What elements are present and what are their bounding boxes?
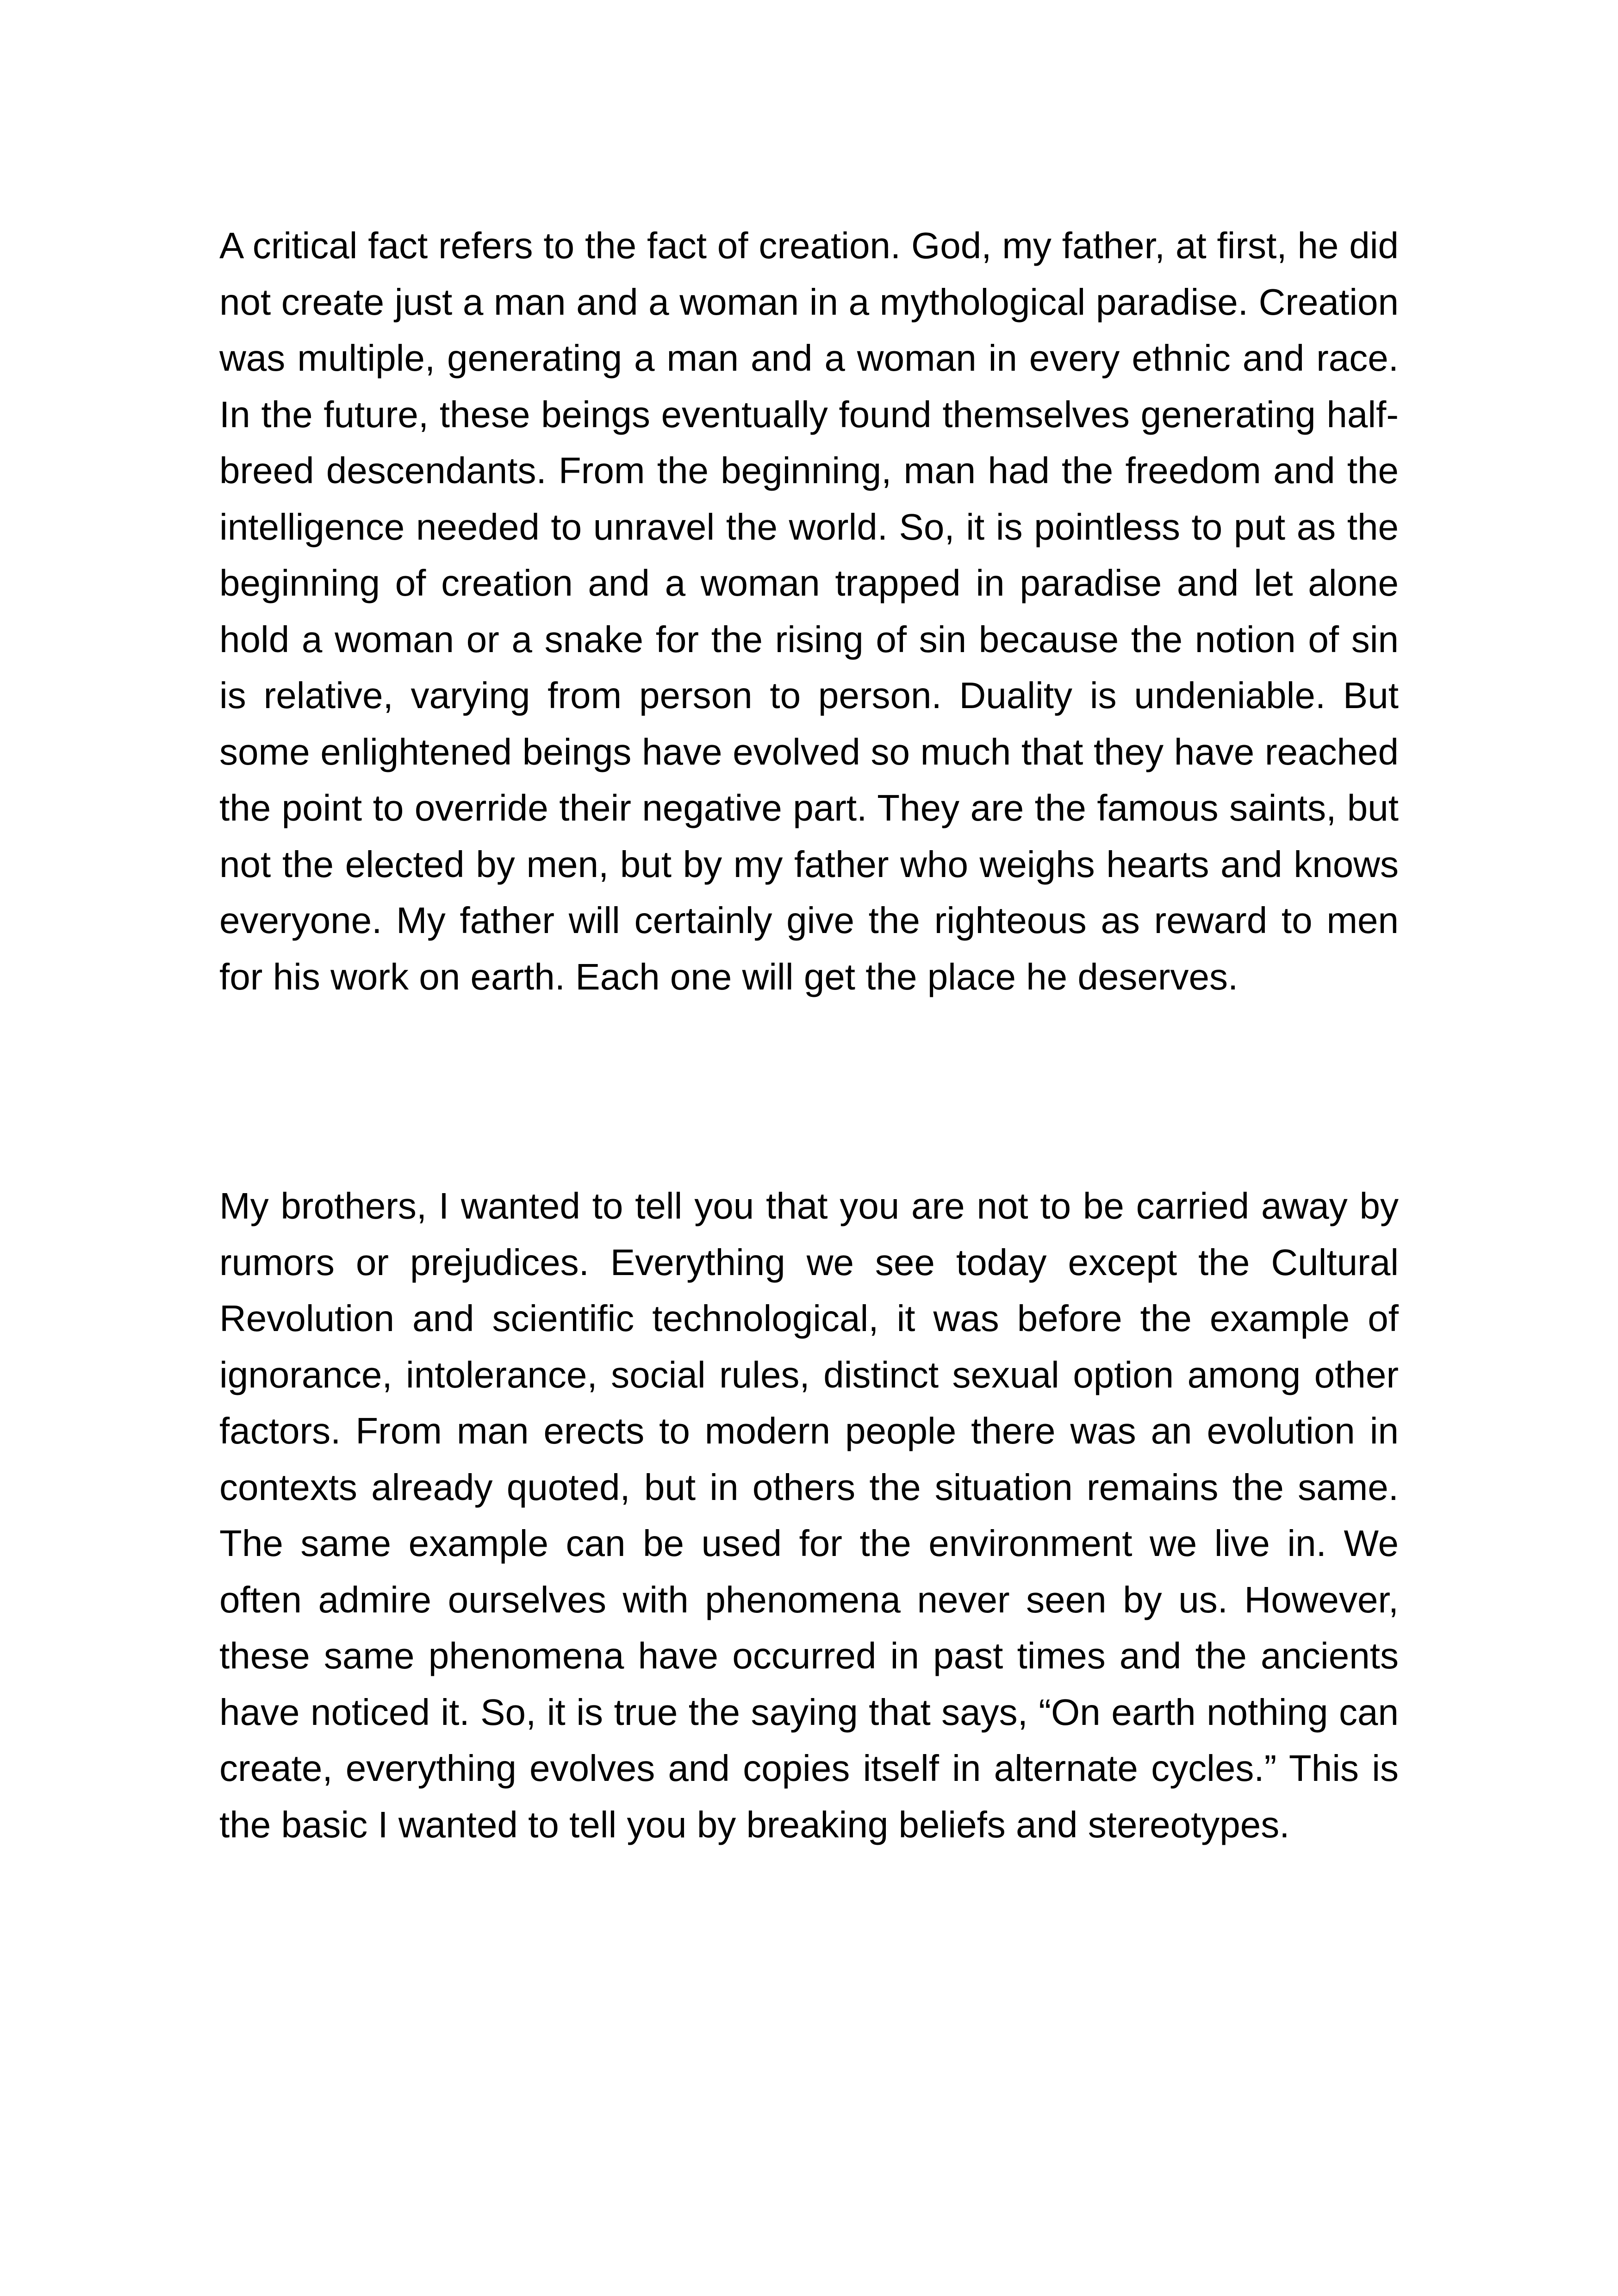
paragraph-brothers: My brothers, I wanted to tell you that you are not to be carried away by rumors or prejudices. Everything we see today except the Cultural Revolution and scientific technological, it was before the example of ignorance, intolerance, social rules, distinct sexual option among other factors. From man erects to modern people there was an evolution in contexts already quoted, but in others the situation remains the same. The same example can be used for the environment we live in. We often admire ourselves with phenomena never seen by us. However, these same phenomena have occurred in past times and the ancients have noticed it. So, it is true the saying that says, “On earth nothing can create, everything evolves and copies itself in alternate cycles.” This is the basic I wanted to tell you by breaking beliefs and stereotypes. bbox=[219, 1185, 1399, 1845]
paragraph-creation: A critical fact refers to the fact of creation. God, my father, at first, he did not create just a man and a woman in a mythological paradise. Creation was multiple, generating a man and a woman in every ethnic and race. In the future, these beings eventually found themselves generating half-breed descendants. From the beginning, man had the freedom and the intelligence needed to unravel the world. So, it is pointless to put as the beginning of creation and a woman trapped in paradise and let alone hold a woman or a snake for the rising of sin because the notion of sin is relative, varying from person to person. Duality is undeniable. But some enlightened beings have evolved so much that they have reached the point to override their negative part. They are the famous saints, but not the elected by men, but by my father who weighs hearts and knows everyone. My father will certainly give the righteous as reward to men for his work on earth. Each one will get the place he deserves. bbox=[219, 225, 1399, 997]
